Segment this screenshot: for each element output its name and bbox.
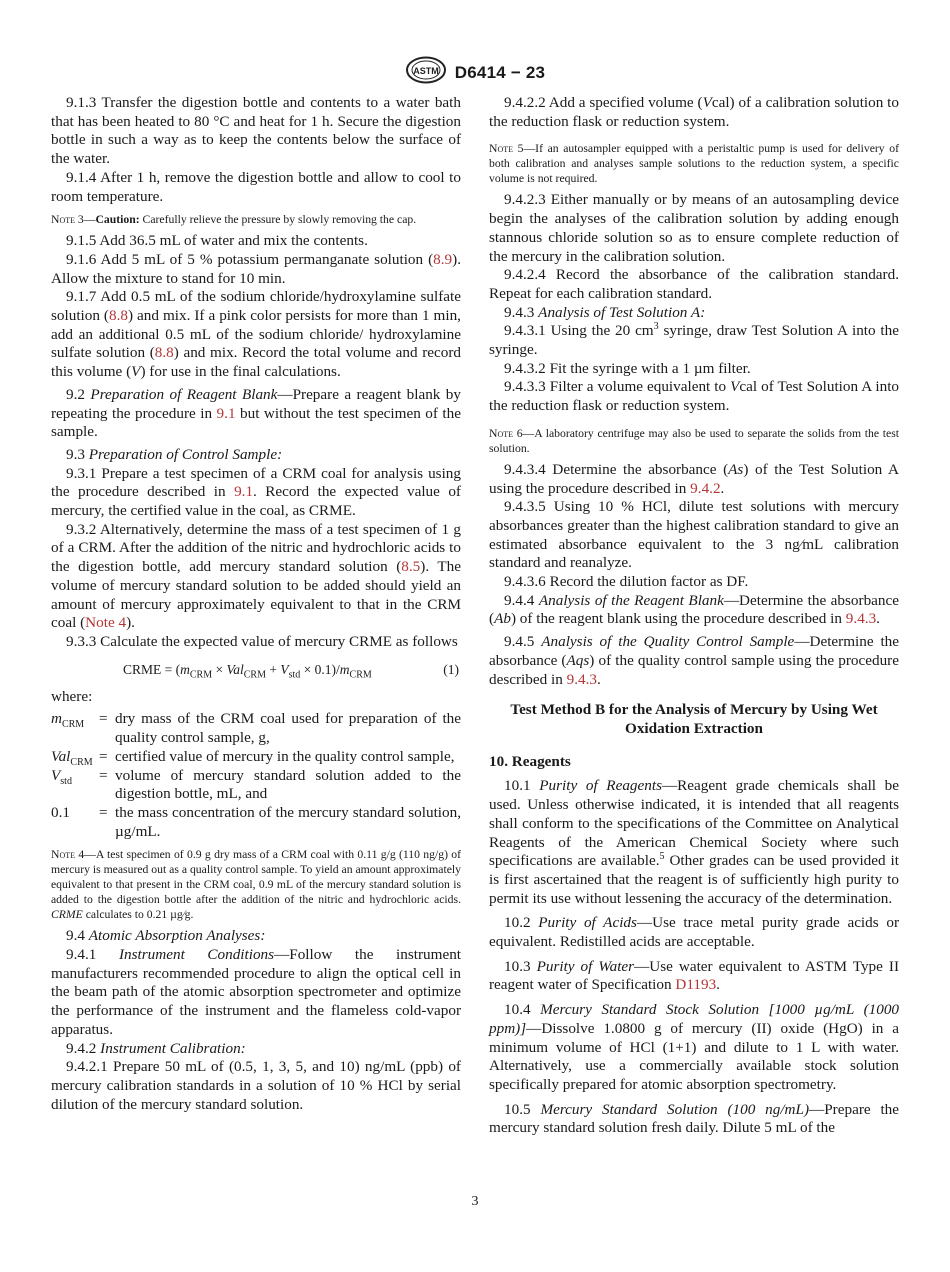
link-8-8[interactable]: 8.8 <box>154 344 174 362</box>
para-10-3: 10.3 Purity of Water—Use water equivalent to ASTM Type II reagent water of Specification D1193. <box>489 957 900 994</box>
para-9-3-1: 9.3.1 Prepare a test specimen of a CRM coal for analysis using the procedure described in 9.1. Record the expected value of mercury, the certified value in the coal, as CRME. <box>51 464 461 520</box>
section-10-heading: 10. Reagents <box>489 752 571 770</box>
link-note-4[interactable]: Note 4 <box>85 614 127 632</box>
para-9-1-3: 9.1.3 Transfer the digestion bottle and contents to a water bath that has been heated to 80 °C and heat for 1 h. Secure the digestion bottle in such a way as to keep the contents below the surface of the water. <box>51 94 461 168</box>
link-9-1[interactable]: 9.1 <box>216 404 236 422</box>
link-9-4-3[interactable]: 9.4.3 <box>566 670 597 688</box>
link-8-5[interactable]: 8.5 <box>401 558 421 576</box>
astm-logo <box>405 56 447 89</box>
para-9-4-2-4: 9.4.2.4 Record the absorbance of the calibration standard. Repeat for each calibration standard. <box>489 266 899 302</box>
para-9-4-2-3: 9.4.2.3 Either manually or by means of an autosampling device begin the analyses of the calibration solution by adding enough stannous chloride solution so as to ensure complete reduction of the mercury in the calibration solution. <box>489 191 899 265</box>
para-10-2: 10.2 Purity of Acids—Use trace metal purity grade acids or equivalent. Redistilled acids are acceptable. <box>489 914 900 951</box>
para-9-4-2: 9.4.2 Instrument Calibration: <box>66 1039 246 1057</box>
para-9-4-2-1: 9.4.2.1 Prepare 50 mL of (0.5, 1, 3, 5, and 10) ng/mL (ppb) of mercury calibration standards in a solution of 10 % HCl by serial dilution of the mercury standard solution. <box>51 1058 461 1113</box>
method-b-title: Test Method B for the Analysis of Mercury by Using Wet Oxidation Extraction <box>510 701 878 737</box>
link-8-8[interactable]: 8.8 <box>109 307 128 325</box>
page-header <box>0 56 950 89</box>
para-10-4: 10.4 Mercury Standard Stock Solution [1000 µg/mL (1000 ppm)]—Dissolve 1.0800 g of mercury (II) oxide (HgO) in a minimum volume of HCl (1+1) and dilute to 1 L with water. Alternatively, use a commercially available stock solution specifically prepared for atomic absorption spectrometry. <box>489 1001 900 1093</box>
equation-number: (1) <box>443 661 459 677</box>
definition-item: 0.1 = the mass concentration of the mercury standard solution, µg/mL. <box>51 803 461 840</box>
para-9-1-4: 9.1.4 After 1 h, remove the digestion bottle and allow to cool to room temperature. <box>51 168 461 205</box>
para-9-4-3-3: 9.4.3.3 Filter a volume equivalent to Vcal of Test Solution A into the reduction flask or reduction system. <box>489 378 900 415</box>
link-9-1[interactable]: 9.1 <box>234 483 254 501</box>
para-10-5: 10.5 Mercury Standard Solution (100 ng/mL)—Prepare the mercury standard solution fresh daily. Dilute 5 mL of the <box>489 1100 900 1137</box>
link-9-4-2[interactable]: 9.4.2 <box>690 479 721 497</box>
para-9-4-3: 9.4.3 Analysis of Test Solution A: <box>504 303 706 321</box>
para-9-4-3-5: 9.4.3.5 Using 10 % HCl, dilute test solutions with mercury absorbances greater than the highest calibration standard to give an estimated absorbance equivalent to the 3 ng⁄mL calibration standard and reanalyze. <box>489 498 899 572</box>
para-9-4-2-2: 9.4.2.2 Add a specified volume (Vcal) of a calibration solution to the reduction flask or reduction system. <box>489 94 899 130</box>
para-10-1: 10.1 Purity of Reagents—Reagent grade chemicals shall be used. Unless otherwise indicated, it is intended that all reagents shall conform to the specifications of the Committee on Analytical Reagents of the American Chemical Society where such specifications are available.$^5$ Other grades can be used provided it is first ascertained that the reagent is of sufficiently high purity to permit its use without lessening the accuracy of the determination. <box>489 777 899 907</box>
para-9-4-4: 9.4.4 Analysis of the Reagent Blank—Determine the absorbance (Ab) of the reagent blank using the procedure described in 9.4.3. <box>489 591 899 628</box>
note-6: Note 6—A laboratory centrifuge may also be used to separate the solids from the test solution. <box>489 426 899 455</box>
para-9-4-3-6: 9.4.3.6 Record the dilution factor as DF. <box>504 573 749 591</box>
definition-item: $m_{CRM}$ = dry mass of the CRM coal used for preparation of the quality control sample, g, <box>51 710 461 747</box>
para-9-1-7: 9.1.7 Add 0.5 mL of the sodium chloride/hydroxylamine sulfate solution (8.8) and mix. If a pink color persists for more than 1 min, add an additional 0.5 mL of the sodium chloride/ hydroxylamine sulfate solution (8.8) and mix. Record the total volume and record this volume (V) for use in the final calculations. <box>51 288 461 381</box>
definition-item: Val$_{CRM}$ = certified value of mercury in the quality control sample, <box>51 747 455 768</box>
link-8-9[interactable]: 8.9 <box>433 250 453 268</box>
para-9-4-3-4: 9.4.3.4 Determine the absorbance (As) of the Test Solution A using the procedure described in 9.4.2. <box>489 460 899 497</box>
note-3: Note 3—Caution: Carefully relieve the pressure by slowly removing the cap. <box>51 213 417 227</box>
note-5: Note 5—If an autosampler equipped with a peristaltic pump is used for delivery of both calibration and analyses sample solutions to the reduction system, a specific volume is not required. <box>489 142 900 186</box>
link-9-4-3[interactable]: 9.4.3 <box>845 610 877 628</box>
link-d1193[interactable]: D1193 <box>675 976 717 994</box>
para-9-4-3-1: 9.4.3.1 Using the 20 $cm^3$ syringe, draw Test Solution A into the syringe. <box>489 321 899 359</box>
right-column <box>489 94 899 1138</box>
where-label: where: <box>51 687 93 705</box>
para-9-4-1: 9.4.1 Instrument Conditions—Follow the instrument manufacturers recommended procedure to align the optical cell in the beam path of the atomic absorption spectrometer and optimize the performance of the instrument and the flameless cold-vapor apparatus. <box>51 946 462 1038</box>
para-9-4: 9.4 Atomic Absorption Analyses: <box>66 927 266 945</box>
note-4: Note 4—A test specimen of 0.9 g dry mass of a CRM coal with 0.11 g/g (110 ng/g) of mercury is measured out as a quality control sample. To yield an amount approximately equivalent to that present in the CRM coal, 0.9 mL of the mercury standard solution is added to the digestion bottle after the addition of the nitric and hydrochloric acids. CRME calculates to 0.21 µg⁄g. <box>51 848 462 922</box>
para-9-1-6: 9.1.6 Add 5 mL of 5 % potassium permanganate solution (8.9). Allow the mixture to stand for 10 min. <box>51 250 461 287</box>
para-9-3-2: 9.3.2 Alternatively, determine the mass of a test specimen of 1 g of a CRM. After the addition of the nitric and hydrochloric acids to the digestion bottle, add mercury standard solution (8.5). The volume of mercury standard solution to be added should yield an amount of mercury approximately equivalent to that in the CRM coal (Note 4). <box>51 520 461 632</box>
para-9-3-3: 9.3.3 Calculate the expected value of mercury CRME as follows <box>66 632 458 650</box>
para-9-2: 9.2 Preparation of Reagent Blank—Prepare a reagent blank by repeating the procedure in 9.1 but without the test specimen of the sample. <box>51 385 461 441</box>
page-number: 3 <box>471 1194 479 1209</box>
variable-definitions <box>51 710 461 841</box>
para-9-1-5: 9.1.5 Add 36.5 mL of water and mix the contents. <box>66 232 368 250</box>
para-9-3: 9.3 Preparation of Control Sample: <box>66 445 283 463</box>
equation-expression: CRME = $(m_{CRM} \times Val_{CRM} + V_{std} \times 0.1)/m_{CRM}$ <box>123 661 372 681</box>
svg-text:ASTM: ASTM <box>413 66 439 76</box>
equation-1 <box>51 658 461 684</box>
standard-designation: D6414 − 23 <box>454 62 546 82</box>
left-column <box>51 94 461 1114</box>
para-9-4-3-2: 9.4.3.2 Fit the syringe with a 1 µm filter. <box>504 359 751 377</box>
definition-item: $V_{std}$ = volume of mercury standard solution added to the digestion bottle, mL, and <box>51 766 461 803</box>
para-9-4-5: 9.4.5 Analysis of the Quality Control Sample—Determine the absorbance (Aqs) of the quality control sample using the procedure described in 9.4.3. <box>489 633 900 688</box>
